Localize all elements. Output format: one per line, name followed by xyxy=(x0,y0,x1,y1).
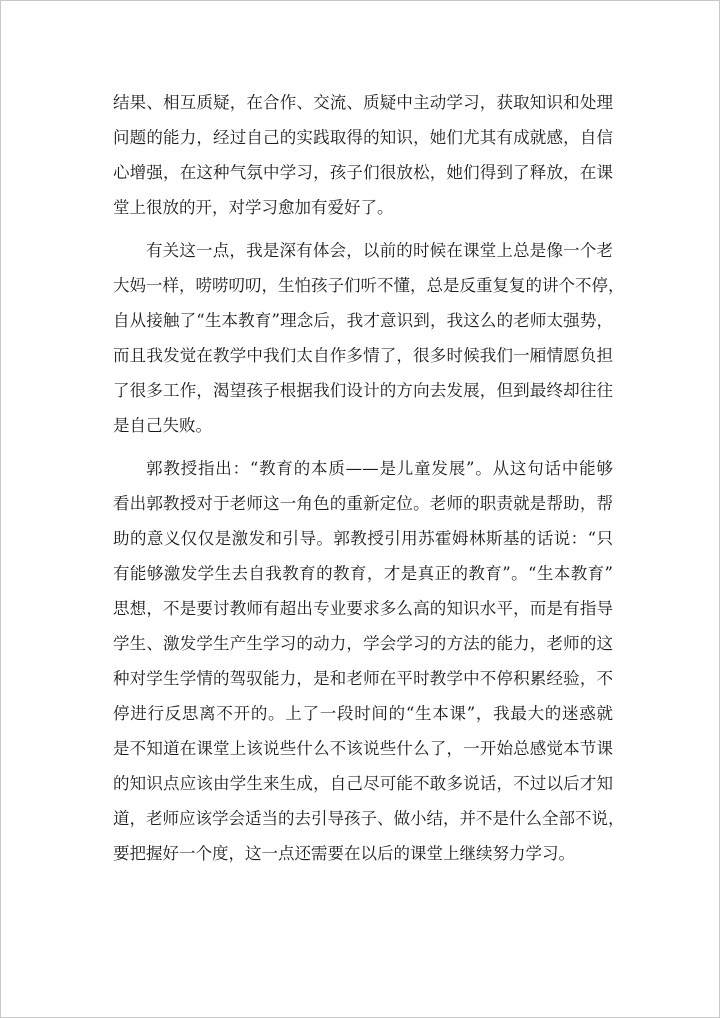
text-line: 道，老师应该学会适当的去引导孩子、做小结，并不是什么全部不说， xyxy=(113,809,625,828)
text-line: 停进行反思离不开的。上了一段时间的“生本课”，我最大的迷惑就 xyxy=(113,704,613,723)
text-line: 结果、相互质疑，在合作、交流、质疑中主动学习，获取知识和处理 xyxy=(113,93,613,112)
text-line: 了很多工作，渴望孩子根据我们设计的方向去发展，但到最终却往往 xyxy=(113,381,613,400)
document-body xyxy=(113,85,625,879)
text-line: 而且我发觉在教学中我们太自作多情了，很多时候我们一厢情愿负担 xyxy=(113,346,613,365)
text-line: 助的意义仅仅是激发和引导。郭教授引用苏霍姆林斯基的话说：“只 xyxy=(113,529,613,548)
text-line: 是自己失败。 xyxy=(113,416,212,435)
text-line: 要把握好一个度，这一点还需要在以后的课堂上继续努力学习。 xyxy=(113,844,575,863)
text-line: 有关这一点，我是深有体会，以前的时候在课堂上总是像一个老 xyxy=(146,241,613,260)
text-line: 学生、激发学生产生学习的动力，学会学习的方法的能力，老师的这 xyxy=(113,634,613,653)
text-line: 堂上很放的开，对学习愈加有爱好了。 xyxy=(113,198,394,217)
text-line: 的知识点应该由学生来生成，自己尽可能不敢多说话，不过以后才知 xyxy=(113,774,613,793)
text-line: 郭教授指出：“教育的本质——是儿童发展”。从这句话中能够 xyxy=(146,459,613,478)
text-line: 自从接触了“生本教育”理念后，我才意识到，我这么的老师太强势， xyxy=(113,311,613,330)
paragraph-1 xyxy=(113,85,613,225)
text-line: 是不知道在课堂上该说些什么不该说些什么了，一开始总感觉本节课 xyxy=(113,739,613,758)
text-line: 看出郭教授对于老师这一角色的重新定位。老师的职责就是帮助，帮 xyxy=(113,494,613,513)
text-line: 问题的能力，经过自己的实践取得的知识，她们尤其有成就感，自信 xyxy=(113,128,613,147)
text-line: 种对学生学情的驾驭能力，是和老师在平时教学中不停积累经验，不 xyxy=(113,669,613,688)
text-line: 思想，不是要讨教师有超出专业要求多么高的知识水平，而是有指导 xyxy=(113,599,613,618)
paragraph-3 xyxy=(113,451,625,871)
paragraph-2 xyxy=(113,233,625,443)
text-line: 有能够激发学生去自我教育的教育，才是真正的教育”。“生本教育” xyxy=(113,564,613,583)
text-line: 大妈一样，唠唠叨叨，生怕孩子们听不懂，总是反重复复的讲个不停， xyxy=(113,276,625,295)
text-line: 心增强，在这种气氛中学习，孩子们很放松，她们得到了释放，在课 xyxy=(113,163,613,182)
